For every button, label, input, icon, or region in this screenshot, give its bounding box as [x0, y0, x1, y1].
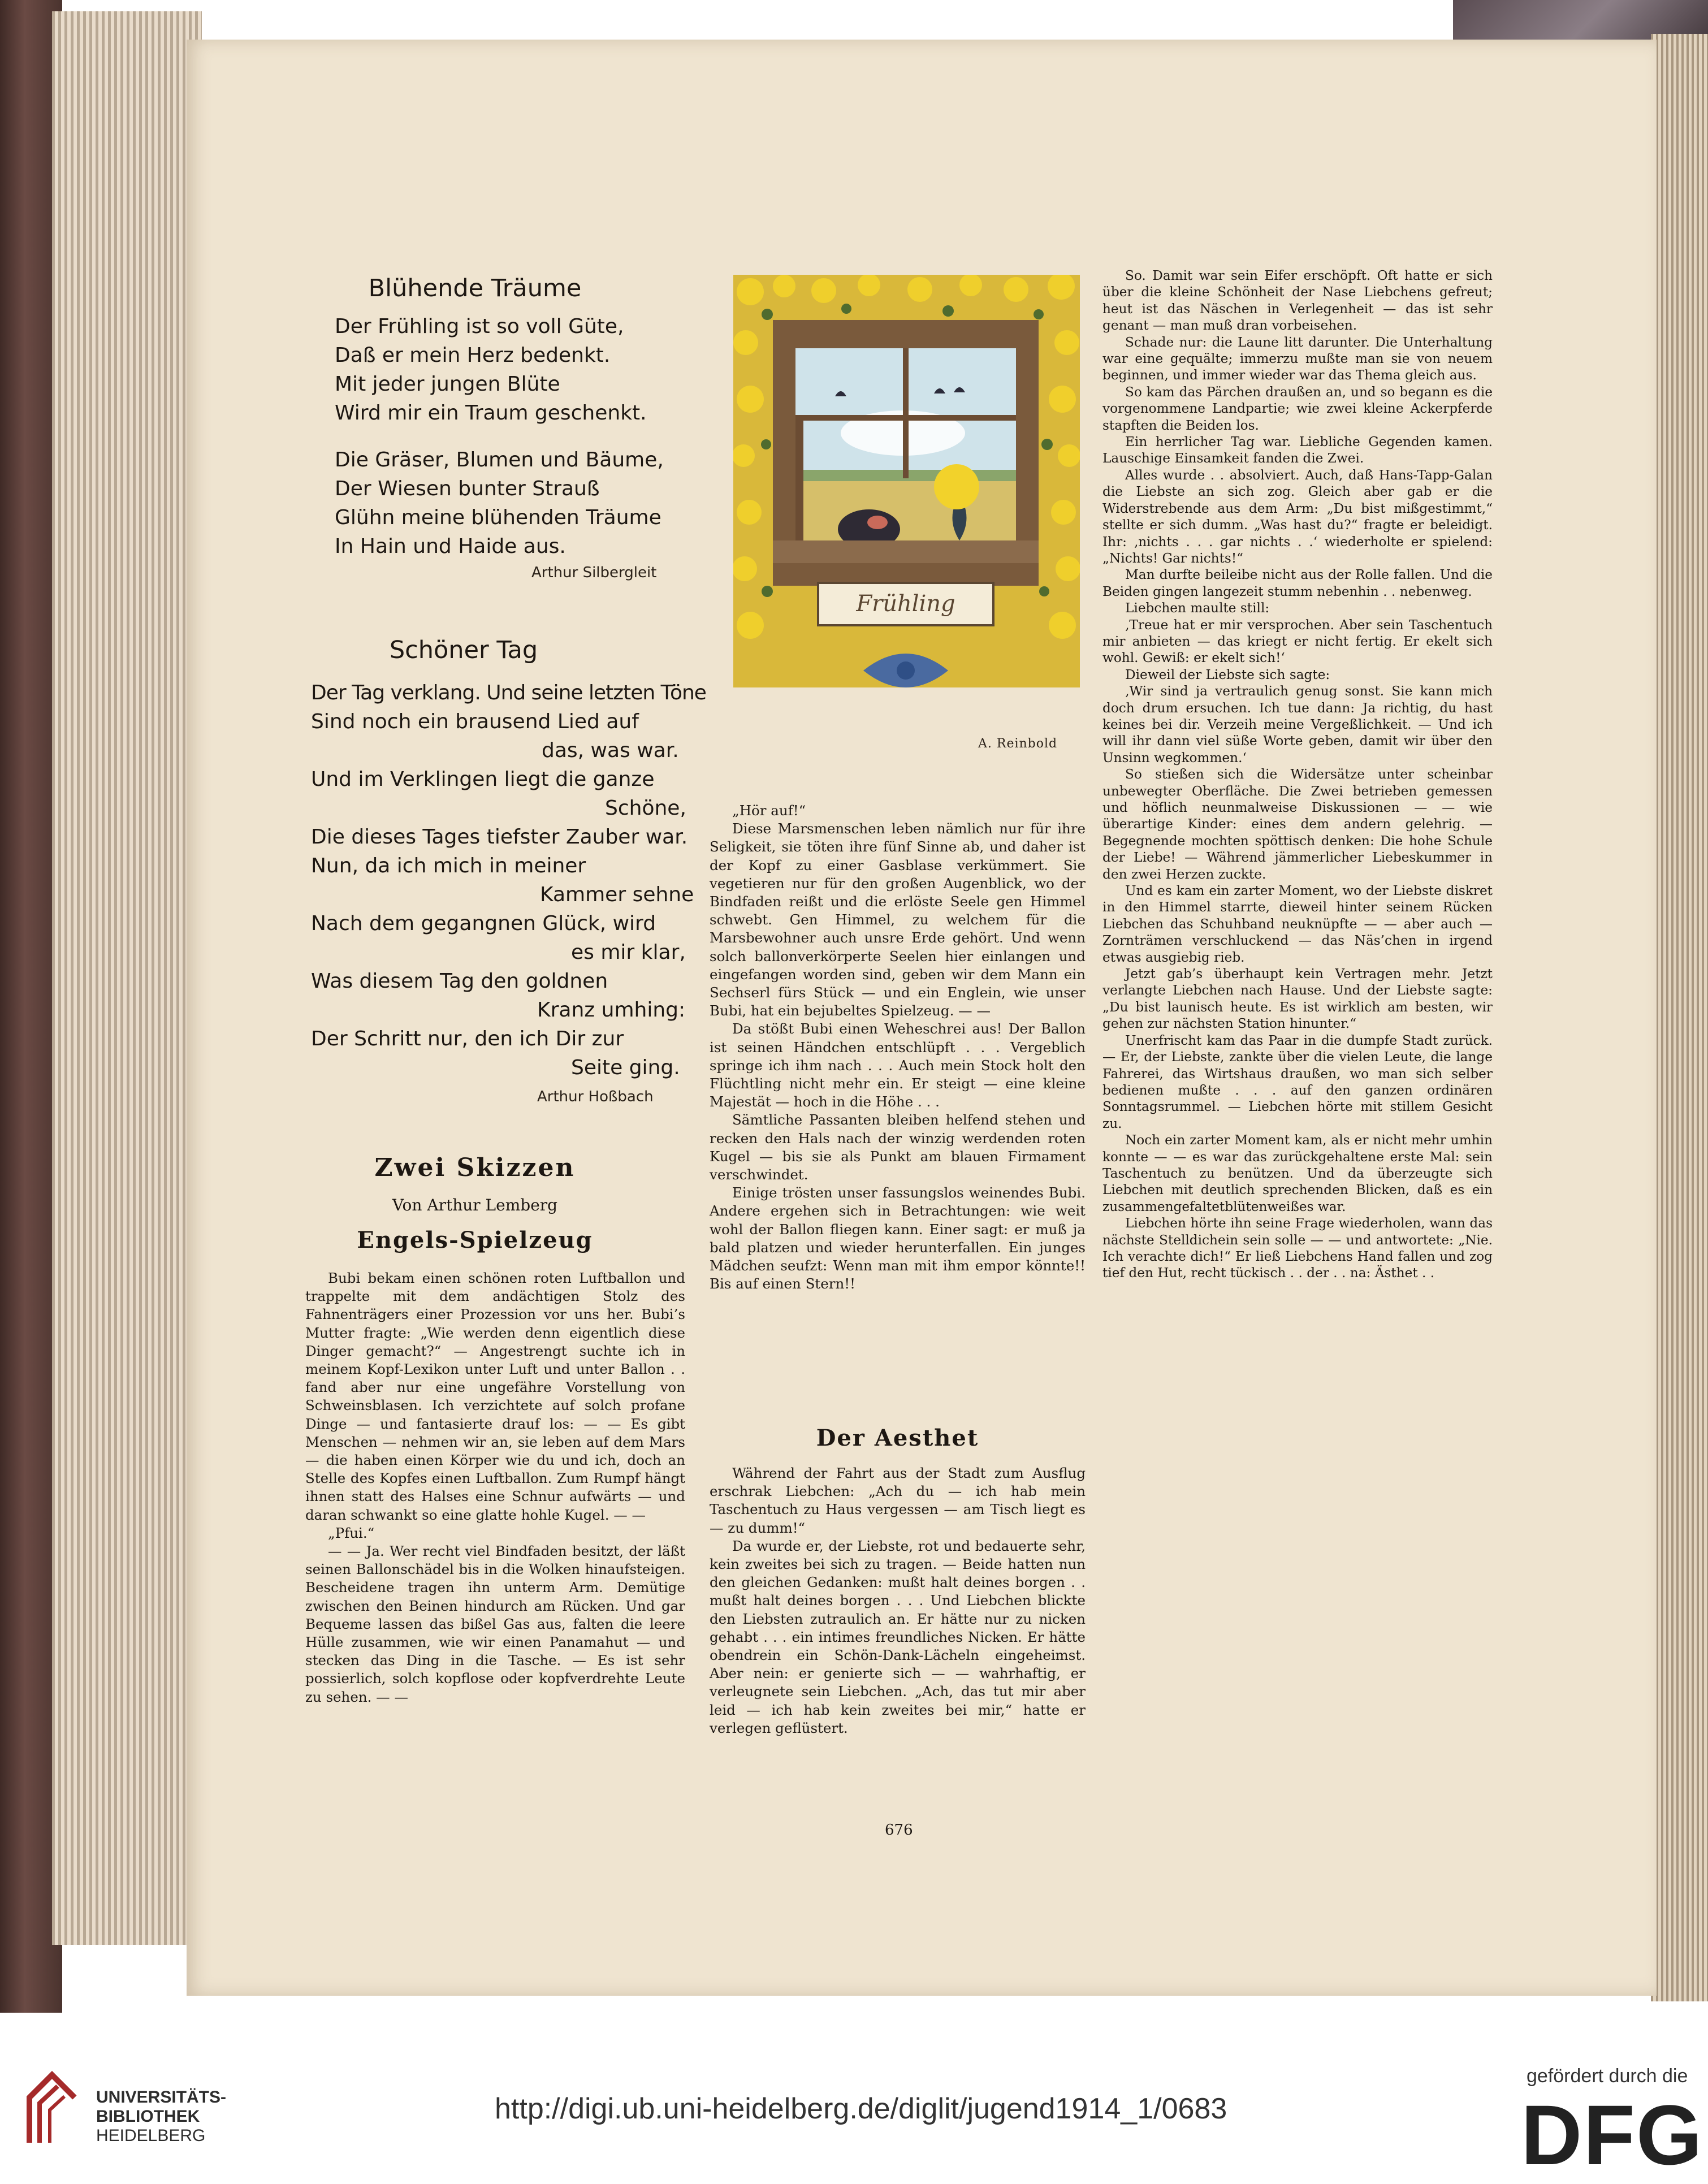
poem-line: Wird mir ein Traum geschenkt.: [335, 401, 647, 425]
poem-line: es mir klar,: [571, 941, 686, 964]
section-title: Zwei Skizzen: [374, 1153, 576, 1182]
poem-title: Blühende Träume: [368, 274, 582, 302]
paragraph: Sämtliche Passanten bleiben helfend stehen und recken den Hals nach der winzig werdenden roten Kugel — bis sie als Punkt am blauen Firmament verschwindet.: [710, 1112, 1086, 1183]
poem-line: In Hain und Haide aus.: [335, 535, 566, 558]
institution-line: BIBLIOTHEK: [96, 2107, 200, 2126]
institution-name: [96, 2088, 226, 2146]
institution-line: HEIDELBERG: [96, 2126, 206, 2145]
paragraph: Während der Fahrt aus der Stadt zum Ausflug erschrak Liebchen: „Ach du — ich hab mein Taschentuch zu Haus vergessen — am Tisch liegt es — zu dumm!“: [710, 1465, 1086, 1536]
poem-line: Sind noch ein brausend Lied auf: [311, 710, 639, 733]
poem-body: [311, 678, 706, 1082]
poem-line: Die Gräser, Blumen und Bäume,: [335, 448, 664, 472]
institution-line: UNIVERSITÄTS-: [96, 2088, 227, 2107]
poem-stanza-1: [335, 312, 647, 427]
dfg-logo: DFG: [1521, 2087, 1703, 2182]
paragraph: ‚Wir sind ja vertraulich genug sonst. Sie kann mich doch drum ersuchen. Ich tue dann: Ja richtig, du hast keines bei dir. Verzeih meine Vergeßlichkeit. — Und ich will ihr dann viel süße Worte geben, damit wir über den Unsinn wegkommen.‘: [1102, 684, 1493, 766]
text-column-2: [710, 802, 1086, 1293]
poem-author: Arthur Silbergleit: [531, 564, 657, 581]
text-column-1: [305, 1269, 685, 1706]
paragraph: „Pfui.“: [328, 1524, 375, 1541]
paragraph: So. Damit war sein Eifer erschöpft. Oft hatte er sich über die kleine Schönheit der Nase Liebchens gefreut; heut ist das Näschen in Verlegenheit — das ist sehr genant — man muß dran vorbeisehen.: [1102, 268, 1493, 334]
paragraph: Man durfte beileibe nicht aus der Rolle fallen. Und die Beiden gingen langezeit stumm nebenhin . . nebenweg.: [1102, 567, 1493, 599]
paragraph: Liebchen hörte ihn seine Frage wiederholen, wann das nächste Stelldichein sein solle — — und antwortete: „Nie. Ich verachte dich!“ Er ließ Liebchens Hand fallen und zog tief den Hut, recht tückisch . . der . . na: Ästhet . .: [1102, 1216, 1493, 1281]
illustration-credit: A. Reinbold: [978, 737, 1058, 751]
paragraph: Schade nur: die Laune litt darunter. Die Unterhaltung war eine gequälte; immerzu mußte man sie von neuem beginnen, und immer wieder war das Thema gleich aus.: [1102, 334, 1493, 383]
poem-line: Die dieses Tages tiefster Zauber war.: [311, 825, 688, 849]
paragraph: — — Ja. Wer recht viel Bindfaden besitzt, der läßt seinen Ballonschädel bis in die Wolken hinaufsteigen. Bescheidene tragen ihn unterm Arm. Demütige zwischen den Beinen hindurch am Rücken. Und gar Bequeme lassen das bißel Gas aus, falten die leere Hülle zusammen, wie wir einen Panamahut — und stecken das Ding in die Tasche. — Es ist sehr possierlich, solch kopflose oder kopfverdrehte Leute zu sehen. — —: [305, 1543, 685, 1705]
paragraph: ‚Treue hat er mir versprochen. Aber sein Taschentuch mir anbieten — das kriegt er nicht fertig. Er ekelt sich wohl. Gewiß: er ekelt sich!‘: [1102, 617, 1493, 666]
poem-line: Der Frühling ist so voll Güte,: [335, 315, 624, 338]
story-title: Der Aesthet: [816, 1425, 979, 1451]
page-edges: [52, 11, 202, 1945]
text-column-2b: [710, 1464, 1086, 1737]
poem-line: Der Schritt nur, den ich Dir zur: [311, 1027, 624, 1050]
poem-line: das, was war.: [542, 739, 679, 762]
paragraph: Ein herrlicher Tag war. Liebliche Gegenden kamen. Lauschige Einsamkeit fanden die Zwei.: [1102, 434, 1493, 466]
university-logo-icon: [24, 2069, 80, 2148]
paragraph: Da stößt Bubi einen Weheschrei aus! Der Ballon ist seinen Händchen entschlüpft . . . Vergeblich springe ich ihm nach . . . Auch mein Stock holt den Flüchtling nicht mehr ein. Er steigt — eine kleine Majestät — hoch in die Höhe . . .: [710, 1020, 1086, 1110]
paragraph: Noch ein zarter Moment kam, als er nicht mehr umhin konnte — — es war das zurückgehaltene erste Mal: sein Taschentuch zu benützen. Und da überzeugte sich Liebchen mit deutlich sprechenden Blicken, daß es ein zusammengefaltetblütenweißes war.: [1102, 1132, 1493, 1214]
paragraph: Einige trösten unser fassungslos weinendes Bubi. Andere ergehen sich in Betrachtungen: wie weit wohl der Ballon fliegen kann. Einer sagt: er muß ja bald platzen und wieder herunterfallen. Ein junges Mädchen seufzt: Wenn man mit ihm empor könnte!! Bis auf einen Stern!!: [710, 1184, 1086, 1292]
illustration-label: Frühling: [856, 591, 955, 617]
poem-line: Glühn meine blühenden Träume: [335, 506, 661, 529]
poem-line: Seite ging.: [571, 1056, 680, 1079]
poem-author: Arthur Hoßbach: [537, 1088, 654, 1105]
paragraph: Unerfrischt kam das Paar in die dumpfe Stadt zurück. — Er, der Liebste, zankte über die vielen Leute, die lange Fahrerei, das Wirtshaus draußen, wo man sich selber bedienen mußte . . . auf den ganzen ordinären Sonntagsrummel. — Liebchen hörte mit stillem Gesicht zu.: [1102, 1032, 1493, 1131]
right-page-edges: [1651, 34, 1708, 2001]
spring-illustration: [733, 275, 1080, 711]
paragraph: Alles wurde . . absolviert. Auch, daß Hans-Tapp-Galan die Liebste an sich zog. Gleich aber gab er die Widerstrebende aus dem Arm: „Du bist mißgestimmt,“ stellte er sich dumm. „Was hast du?“ fragte er beleidigt. Ihr: ‚nichts . . . gar nichts . .‘ wiederholte er spielend: „Nichts! Gar nichts!“: [1102, 467, 1493, 566]
paragraph: Liebchen maulte still:: [1125, 600, 1270, 616]
poem-line: Nach dem gegangnen Glück, wird: [311, 912, 656, 935]
paragraph: Dieweil der Liebste sich sagte:: [1125, 667, 1330, 682]
poem-line: Und im Verklingen liegt die ganze: [311, 768, 655, 791]
poem-line: Daß er mein Herz bedenkt.: [335, 344, 611, 367]
paragraph: Und es kam ein zarter Moment, wo der Liebste diskret in den Himmel starrte, dieweil hinter seinem Rücken Liebchen das Schuhband neuknüpfte — — aber auch — Zornträmen verschluckend — das Näs’chen in irgend etwas ausgiebig rieb.: [1102, 883, 1493, 965]
poem-line: Kranz umhing:: [537, 998, 686, 1022]
text-column-3: [1102, 267, 1493, 1282]
poem-line: Kammer sehne: [540, 883, 694, 906]
paragraph: Diese Marsmenschen leben nämlich nur für ihre Seligkeit, sie töten ihre fünf Sinne ab, und daher ist der Kopf zu einer Gasblase verkümmert. Sie vegetieren nur für den großen Augenblick, wo der Bindfaden reißt und die erlöste Seele gen Himmel schwebt. Gen Himmel, zu welchem für die Marsbewohner auch unsre Erde gehört. Und wenn solch ballonverkörperte Seelen hier einlangen und eingefangen worden sind, geben wir dem Mann ein Sechserl fürs Stück — und ein Englein, wie unser Bubi, hat ein bejubeltes Spielzeug. — —: [710, 820, 1086, 1019]
page-number: 676: [885, 1822, 913, 1839]
poem-line: Mit jeder jungen Blüte: [335, 373, 560, 396]
byline: Von Arthur Lemberg: [392, 1196, 558, 1214]
paragraph: So stießen sich die Widersätze unter scheinbar unbewegter Oberfläche. Die Zwei betrieben gemessen und höflich neunmalweise Diskussionen — — wie überartige Kinder: eines dem andern gelehrig. — Begegnende mochten spöttisch denken: Die hohe Schule der Liebe! — Während jämmerlicher Liebeskummer in den zwei Herzen zuckte.: [1102, 767, 1493, 882]
poem-line: Der Tag verklang. Und seine letzten Töne: [311, 681, 706, 704]
source-url-link[interactable]: http://digi.ub.uni-heidelberg.de/diglit/jugend1914_1/0683: [495, 2092, 1227, 2125]
poem-title: Schöner Tag: [389, 636, 538, 664]
paragraph: Bubi bekam einen schönen roten Luftballon und trappelte mit dem andächtigen Stolz des Fahnenträgers einer Prozession vor uns her. Bubi’s Mutter fragte: „Wie werden denn eigentlich diese Dinger gemacht?“ — Angestrengt suchte ich in meinem Kopf-Lexikon unter Luft und unter Ballon . . fand aber nur eine ungefähre Vorstellung von Schweinsblasen. Ich verzichtete auf solch profane Dinge — und fantasierte drauf los: — — Es gibt Menschen — nehmen wir an, sie leben auf dem Mars — die haben einen Körper wie du und ich, doch an Stelle des Kopfes einen Luftballon. Zum Rumpf hängt ihnen statt des Halses eine Schnur aufwärts — und daran schwankt so eine glatte hohle Kugel. — —: [305, 1270, 685, 1523]
paragraph: „Hör auf!“: [732, 802, 806, 819]
poem-stanza-2: [335, 446, 664, 561]
poem-line: Nun, da ich mich in meiner: [311, 854, 586, 877]
poem-line: Schöne,: [605, 797, 686, 820]
paragraph: So kam das Pärchen draußen an, und so begann es die vorgenommene Landpartie; wie zwei kleine Ackerpferde stapften die Beiden los.: [1102, 384, 1493, 433]
poem-line: Der Wiesen bunter Strauß: [335, 477, 600, 500]
story-title: Engels-Spielzeug: [357, 1227, 593, 1253]
paragraph: Jetzt gab’s überhaupt kein Vertragen mehr. Jetzt verlangte Liebchen nach Hause. Und der Liebste sagte: „Du bist launisch heute. Es ist wirklich am besten, wir gehen zur nächsten Station hinunter.“: [1102, 966, 1493, 1032]
paragraph: Da wurde er, der Liebste, rot und bedauerte sehr, kein zweites bei sich zu tragen. — Beide hatten nun den gleichen Gedanken: mußt halt deines borgen . . mußt halt deines borgen . . . Und Liebchen blickte den Liebsten zutraulich an. Er hätte nur zu nicken gehabt . . . ein intimes freundliches Nicken. Er hätte obendrein ein Schön-Dank-Lächeln eingeheimst. Aber nein: er genierte sich — — wahrhaftig, er verleugnete sein Liebchen. „Ach, das tut mir aber leid — ich hab kein zweites bei mir,“ hatte er verlegen geflüstert.: [710, 1537, 1086, 1736]
funding-note: gefördert durch die: [1527, 2065, 1688, 2087]
poem-line: Was diesem Tag den goldnen: [311, 970, 608, 993]
